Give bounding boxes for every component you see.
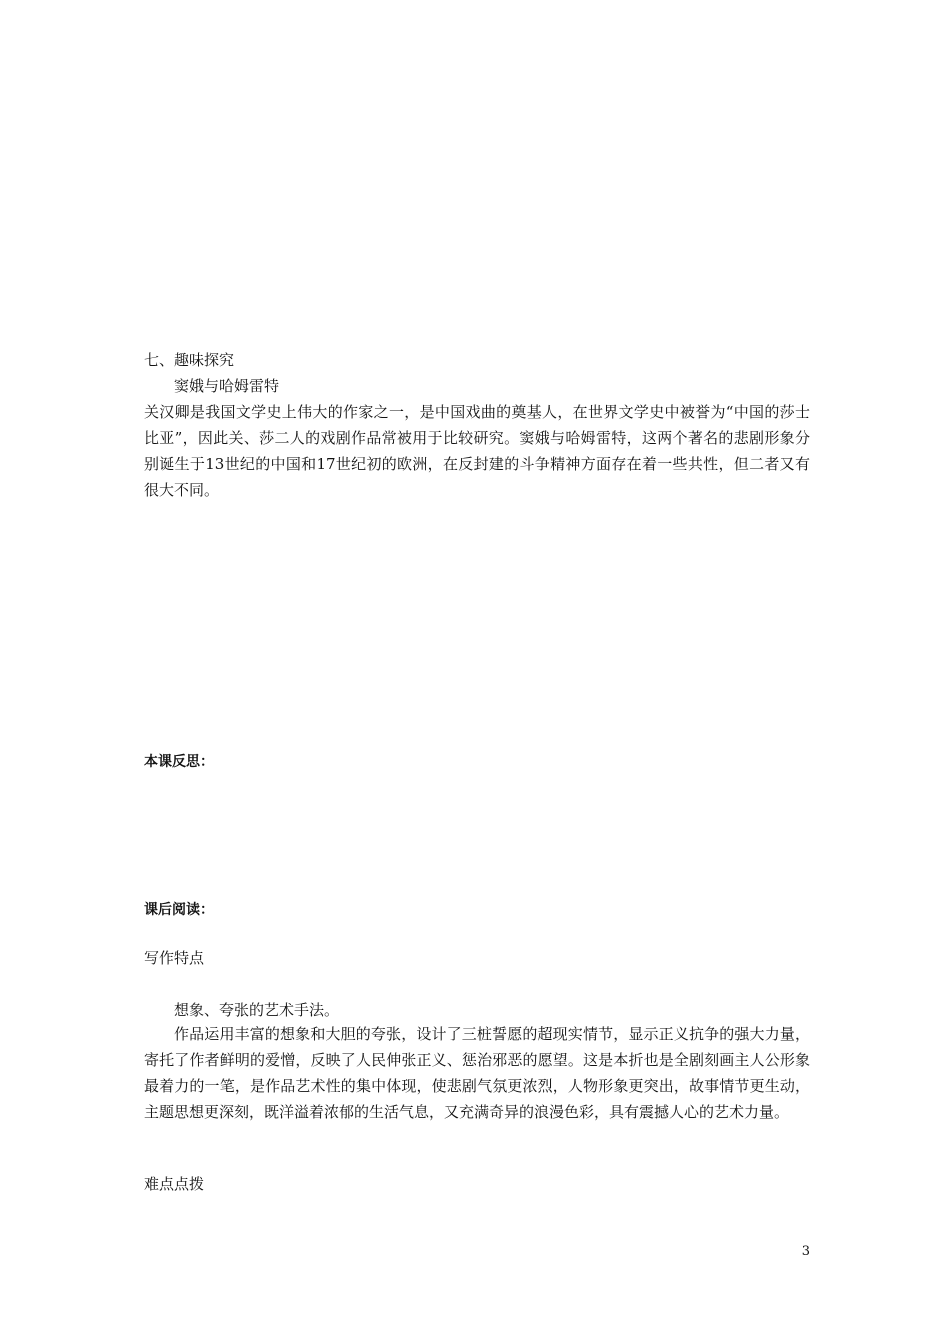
technique-line: 想象、夸张的艺术手法。 <box>174 1001 340 1019</box>
page-number: 3 <box>801 1244 810 1259</box>
section-subtitle: 窦娥与哈姆雷特 <box>174 377 280 395</box>
after-reading-heading: 课后阅读： <box>144 902 214 918</box>
after-reading-body-paragraph: 作品运用丰富的想象和大胆的夸张，设计了三桩誓愿的超现实情节，显示正义抗争的强大力量，寄托了作者鲜明的爱憎，反映了人民伸张正义、惩治邪恶的愿望。这是本折也是全剧刻画主人公形象最着力的一笔，是作品艺术性的集中体现，使悲剧气氛更浓烈，人物形象更突出，故事情节更生动，主题思想更深刻，既洋溢着浓郁的生活气息，又充满奇异的浪漫色彩，具有震撼人心的艺术力量。 <box>144 1025 810 1121</box>
section-body-paragraph: 关汉卿是我国文学史上伟大的作家之一，是中国戏曲的奠基人，在世界文学史中被誉为“中国的莎士比亚”，因此关、莎二人的戏剧作品常被用于比较研究。窦娥与哈姆雷特，这两个著名的悲剧形象分别诞生于13世纪的中国和17世纪初的欧洲，在反封建的斗争精神方面存在着一些共性，但二者又有很大不同。 <box>144 403 810 499</box>
reflection-heading: 本课反思： <box>144 754 214 770</box>
difficulty-title: 难点点拨 <box>144 1175 205 1193</box>
writing-features-title: 写作特点 <box>144 949 205 967</box>
section-heading: 七、趣味探究 <box>144 351 235 369</box>
